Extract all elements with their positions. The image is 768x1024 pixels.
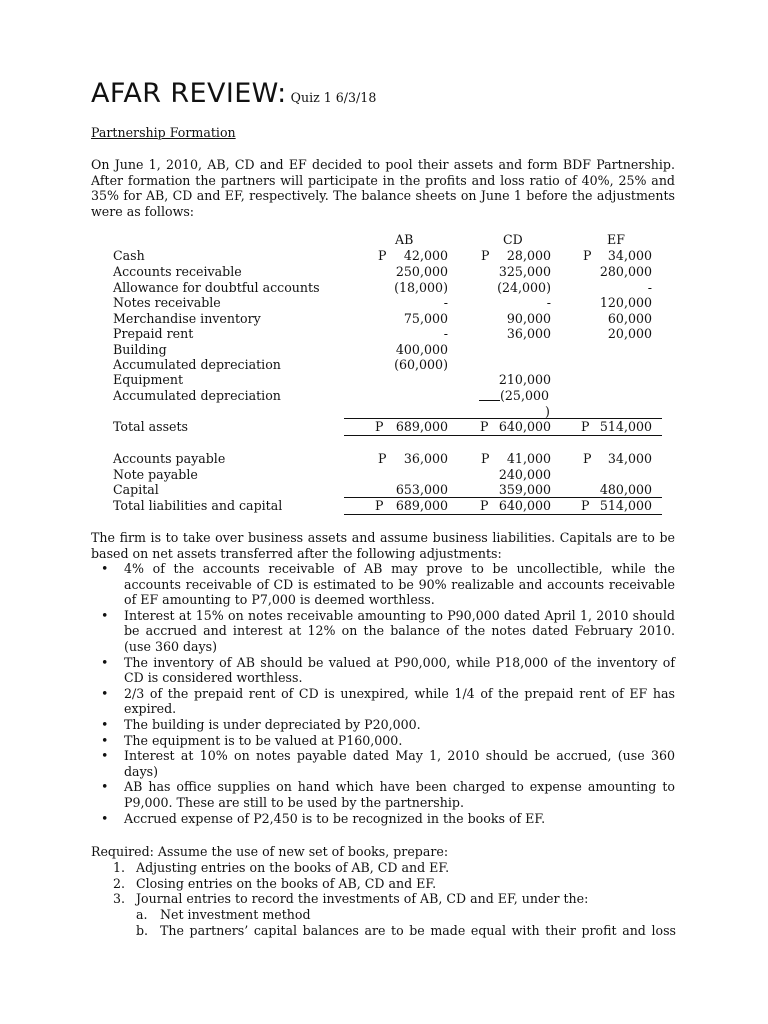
section-heading: Partnership Formation: [91, 125, 236, 140]
peso-sign: P: [378, 248, 387, 263]
list-item: • Accrued expense of P2,450 is to be recognized in the books of EF.: [101, 810, 546, 826]
cell-ef: 20,000: [607, 326, 652, 341]
peso-sign: P: [581, 498, 590, 513]
cell-cd: 325,000: [498, 264, 551, 279]
intro-paragraph: On June 1, 2010, AB, CD and EF decided to pool their assets and form BDF Partnership. After formation the partners will participate in the profits and loss ratio of 40%, 25% and 35% for AB, CD and EF, respectively. The balance sheets on June 1 before the adjustments were as follows:: [91, 157, 675, 219]
row-label: Equipment: [113, 372, 184, 387]
cell-ab: (60,000): [394, 357, 448, 372]
cell-ab: -: [443, 295, 448, 310]
bullet: •: [101, 748, 109, 764]
cell-ab: 250,000: [395, 264, 448, 279]
peso-sign: P: [481, 451, 490, 466]
list-item: a. Net investment method: [136, 907, 311, 922]
col-header-ab: AB: [395, 232, 414, 247]
row-label: Prepaid rent: [113, 326, 194, 341]
row-label: Merchandise inventory: [113, 311, 261, 326]
cell-cd: 90,000: [506, 311, 551, 326]
cell-cd: (25,000: [479, 388, 549, 404]
peso-sign: P: [480, 498, 489, 513]
row-label: Notes receivable: [113, 295, 221, 310]
cell-ef: 480,000: [599, 482, 652, 497]
cell-ef: 60,000: [607, 311, 652, 326]
total-assets-label: Total assets: [113, 419, 189, 434]
list-item: • Interest at 15% on notes receivable amounting to P90,000 dated April 1, 2010 should be accrued and interest at 12% on the balance of the notes dated February 2010. (use 360 days): [101, 607, 675, 654]
list-item: b. The partners’ capital balances are to be made equal with their profit and loss: [136, 922, 676, 938]
cell-ab: -: [443, 326, 448, 341]
cell-ef: 34,000: [607, 248, 652, 263]
cell-cd: 240,000: [498, 467, 551, 482]
bullet: •: [101, 685, 109, 701]
peso-sign: P: [583, 248, 592, 263]
row-label: Accumulated depreciation: [113, 388, 281, 403]
col-header-ef: EF: [607, 232, 625, 247]
quiz-subtitle: Quiz 1 6/3/18: [290, 90, 377, 105]
cell-ab: 36,000: [403, 451, 448, 466]
cell-cd: -: [546, 295, 551, 310]
total-rule-bottom: [344, 514, 662, 515]
list-item: • AB has office supplies on hand which have been charged to expense amounting to P9,000. These are still to be used by the partnership.: [101, 779, 675, 810]
total-ef: 514,000: [599, 419, 652, 434]
peso-sign: P: [378, 451, 387, 466]
row-label: Building: [113, 342, 167, 357]
cell-ef: -: [647, 280, 652, 295]
list-item: • 4% of the accounts receivable of AB may prove to be uncollectible, while the accounts receivable of CD is estimated to be 90% realizable and accounts receivable of EF amounting to P7,000 is deemed worthless.: [101, 561, 675, 608]
title-text: AFAR REVIEW:: [91, 78, 287, 109]
row-label: Accounts receivable: [113, 264, 242, 279]
cell-cd: (24,000): [497, 280, 551, 295]
adjustments-intro: The firm is to take over business assets and assume business liabilities. Capitals are to be based on net assets transferred after the following adjustments:: [91, 530, 675, 561]
row-label: Accounts payable: [113, 451, 226, 466]
cell-ab: 400,000: [395, 342, 448, 357]
col-header-cd: CD: [503, 232, 523, 247]
bullet: •: [101, 561, 109, 576]
bullet: •: [101, 810, 109, 826]
total-ab: 689,000: [395, 419, 448, 434]
list-item: • Interest at 10% on notes payable dated May 1, 2010 should be accrued, (use 360 days): [101, 748, 675, 779]
peso-sign: P: [481, 248, 490, 263]
row-label: Accumulated depreciation: [113, 357, 281, 372]
cell-ab: 42,000: [403, 248, 448, 263]
total-rule-bottom: [344, 435, 662, 436]
cell-ef: 280,000: [599, 264, 652, 279]
list-item: 1. Adjusting entries on the books of AB, CD and EF.: [113, 860, 450, 875]
cell-ab: (18,000): [394, 280, 448, 295]
list-item: • The building is under depreciated by P20,000.: [101, 716, 421, 732]
total-cd: 640,000: [498, 419, 551, 434]
cell-cd: 36,000: [506, 326, 551, 341]
peso-sign: P: [583, 451, 592, 466]
list-item: • The equipment is to be valued at P160,000.: [101, 732, 403, 748]
cell-cd: 210,000: [498, 372, 551, 387]
row-label: Cash: [113, 248, 145, 263]
list-item: • 2/3 of the prepaid rent of CD is unexpired, while 1/4 of the prepaid rent of EF has expired.: [101, 685, 675, 717]
total-liabilities-label: Total liabilities and capital: [113, 498, 283, 513]
cell-ef: 120,000: [599, 295, 652, 310]
row-label: Allowance for doubtful accounts: [113, 280, 320, 295]
bullet: •: [101, 732, 109, 748]
peso-sign: P: [375, 498, 384, 513]
list-item: • The inventory of AB should be valued at P90,000, while P18,000 of the inventory of CD is considered worthless.: [101, 654, 675, 686]
row-label: Capital: [113, 482, 159, 497]
cell-ef: 34,000: [607, 451, 652, 466]
peso-sign: P: [375, 419, 384, 434]
list-item: 3. Journal entries to record the investments of AB, CD and EF, under the:: [113, 891, 589, 907]
row-label: Note payable: [113, 467, 198, 482]
cell-ab: 653,000: [395, 482, 448, 497]
total-cd: 640,000: [498, 498, 551, 513]
required-sublist: [136, 907, 676, 938]
bullet: •: [101, 654, 109, 670]
cell-cd: 359,000: [498, 482, 551, 497]
peso-sign: P: [480, 419, 489, 434]
bullet: •: [101, 779, 109, 795]
peso-sign: P: [581, 419, 590, 434]
required-intro: Required: Assume the use of new set of books, prepare:: [91, 844, 449, 859]
cell-cd: 41,000: [506, 451, 551, 466]
required-list: [113, 860, 675, 907]
total-ef: 514,000: [599, 498, 652, 513]
cell-ab: 75,000: [403, 311, 448, 326]
bullet: •: [101, 607, 109, 623]
cell-cd: 28,000: [506, 248, 551, 263]
total-ab: 689,000: [395, 498, 448, 513]
wrapped-paren: ): [545, 404, 550, 419]
adjustments-list: [91, 561, 675, 826]
bullet: •: [101, 716, 109, 732]
list-item: 2. Closing entries on the books of AB, CD and EF.: [113, 875, 437, 891]
